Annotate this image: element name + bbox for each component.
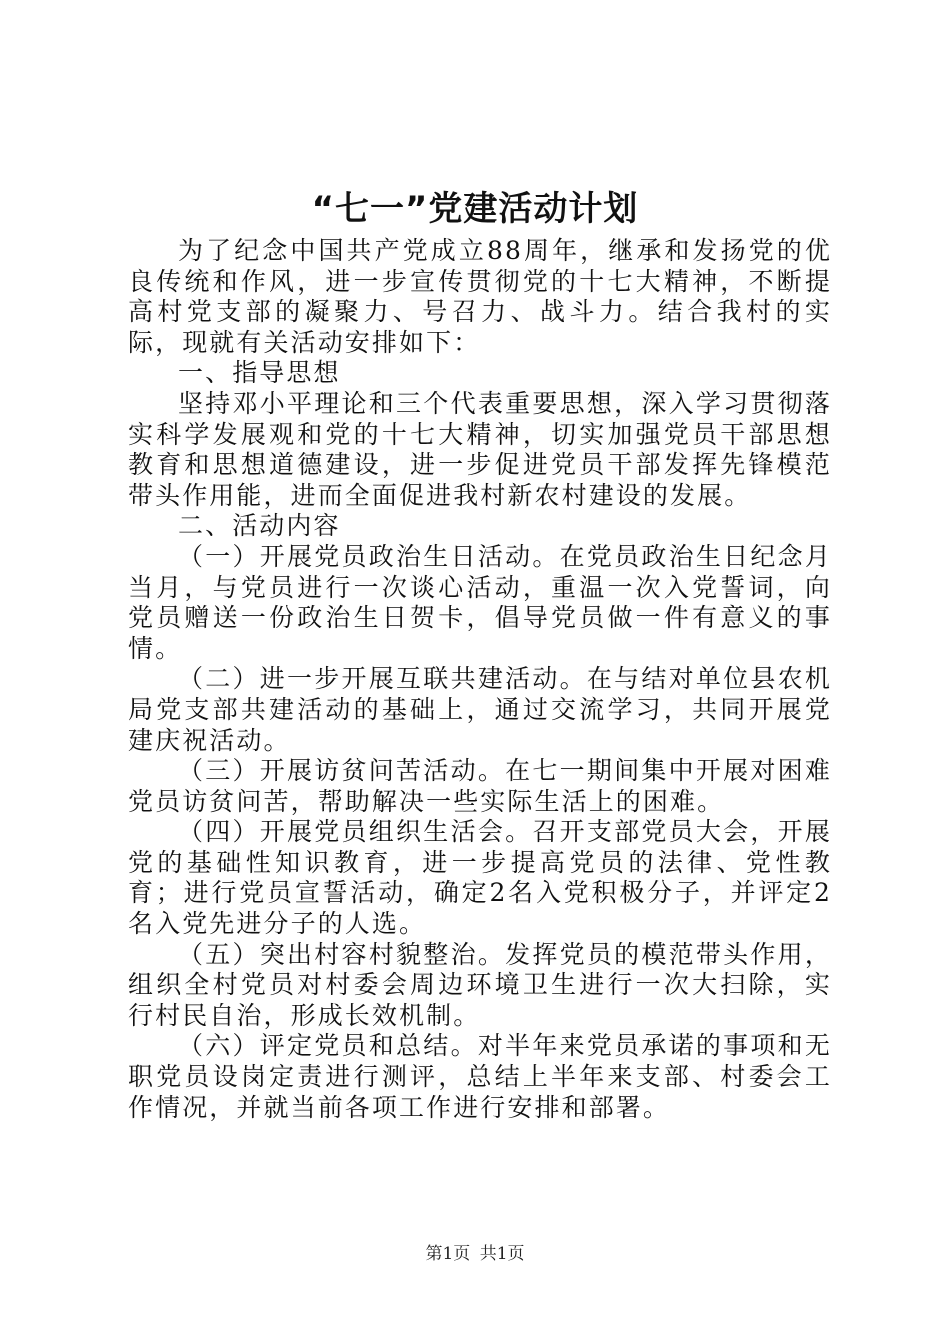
page-number: 第1页 xyxy=(425,1244,471,1264)
page-total: 共1页 xyxy=(479,1244,525,1264)
activity-item-3: （三）开展访贫问苦活动。在七一期间集中开展对困难党员访贫问苦，帮助解决一些实际生活上的困难。 xyxy=(128,756,832,816)
section-heading-guiding-thought: 一、指导思想 xyxy=(178,358,341,388)
document-title: “七一”党建活动计划 xyxy=(311,189,639,229)
guiding-thought-paragraph: 坚持邓小平理论和三个代表重要思想，深入学习贯彻落实科学发展观和党的十七大精神，切实加强党员干部思想教育和思想道德建设，进一步促进党员干部发挥先锋模范带头作用能，进而全面促进我村新农村建设的发展。 xyxy=(128,388,832,510)
activity-item-1: （一）开展党员政治生日活动。在党员政治生日纪念月当月，与党员进行一次谈心活动，重温一次入党誓词，向党员赠送一份政治生日贺卡，倡导党员做一件有意义的事情。 xyxy=(128,541,832,663)
intro-paragraph: 为了纪念中国共产党成立88周年，继承和发扬党的优良传统和作风，进一步宣传贯彻党的十七大精神，不断提高村党支部的凝聚力、号召力、战斗力。结合我村的实际，现就有关活动安排如下： xyxy=(128,236,832,357)
activity-item-2: （二）进一步开展互联共建活动。在与结对单位县农机局党支部共建活动的基础上，通过交流学习，共同开展党建庆祝活动。 xyxy=(128,664,832,755)
activity-item-5: （五）突出村容村貌整治。发挥党员的模范带头作用，组织全村党员对村委会周边环境卫生进行一次大扫除，实行村民自治，形成长效机制。 xyxy=(128,939,832,1030)
page-footer xyxy=(0,1243,950,1265)
section-heading-activity-content: 二、活动内容 xyxy=(178,511,341,541)
activity-item-6: （六）评定党员和总结。对半年来党员承诺的事项和无职党员设岗定责进行测评，总结上半年来支部、村委会工作情况，并就当前各项工作进行安排和部署。 xyxy=(128,1031,832,1122)
activity-item-4: （四）开展党员组织生活会。召开支部党员大会，开展党的基础性知识教育，进一步提高党员的法律、党性教育；进行党员宣誓活动，确定2名入党积极分子，并评定2名入党先进分子的人选。 xyxy=(128,817,832,939)
document-body xyxy=(128,236,832,1123)
